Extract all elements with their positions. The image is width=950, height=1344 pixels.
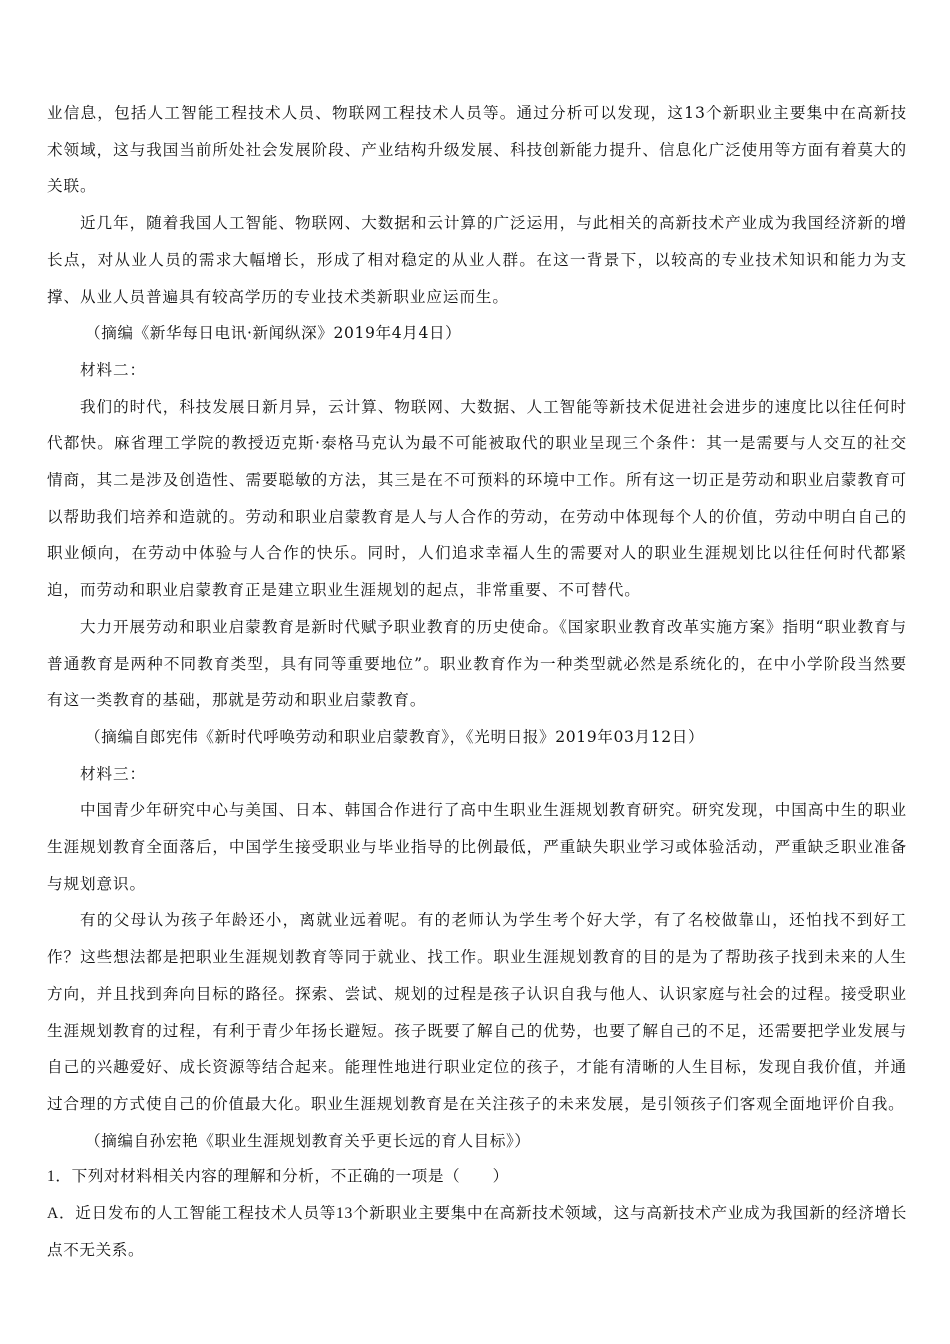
answer-option-a: A．近日发布的人工智能工程技术人员等13个新职业主要集中在高新技术领域，这与高新技术产业成为我国新的经济增长点不无关系。: [47, 1205, 907, 1259]
question-stem: 1．下列对材料相关内容的理解和分析，不正确的一项是（ ）: [47, 1168, 509, 1186]
material-label: 材料三：: [80, 764, 146, 783]
paragraph-continued: 业信息，包括人工智能工程技术人员、物联网工程技术人员等。通过分析可以发现，这13个新职业主要集中在高新技术领域，这与我国当前所处社会发展阶段、产业结构升级发展、科技创新能力提升、信息化广泛使用等方面有着莫大的关联。: [47, 104, 907, 196]
paragraph: 中国青少年研究中心与美国、日本、韩国合作进行了高中生职业生涯规划教育研究。研究发现，中国高中生的职业生涯规划教育全面落后，中国学生接受职业与毕业指导的比例最低，严重缺失职业学习或体验活动，严重缺乏职业准备与规划意识。: [47, 801, 907, 893]
source-citation: （摘编自孙宏艳《职业生涯规划教育关乎更长远的育人目标》）: [85, 1131, 531, 1150]
source-citation: （摘编《新华每日电讯·新闻纵深》2019年4月4日）: [85, 324, 462, 343]
paragraph: 近几年，随着我国人工智能、物联网、大数据和云计算的广泛运用，与此相关的高新技术产业成为我国经济新的增长点，对从业人员的需求大幅增长，形成了相对稳定的从业人群。在这一背景下，以较高的专业技术知识和能力为支撑、从业人员普遍具有较高学历的专业技术类新职业应运而生。: [47, 214, 907, 306]
material-label: 材料二：: [80, 360, 146, 379]
paragraph: 有的父母认为孩子年龄还小，离就业远着呢。有的老师认为学生考个好大学，有了名校做靠山，还怕找不到好工作？这些想法都是把职业生涯规划教育等同于就业、找工作。职业生涯规划教育的目的是为了帮助孩子找到未来的人生方向，并且找到奔向目标的路径。探索、尝试、规划的过程是孩子认识自我与他人、认识家庭与社会的过程。接受职业生涯规划教育的过程，有利于青少年扬长避短。孩子既要了解自己的优势，也要了解自己的不足，还需要把学业发展与自己的兴趣爱好、成长资源等结合起来。能理性地进行职业定位的孩子，才能有清晰的人生目标，发现自我价值，并通过合理的方式使自己的价值最大化。职业生涯规划教育是在关注孩子的未来发展，是引领孩子们客观全面地评价自我。: [47, 911, 907, 1113]
source-citation: （摘编自郎宪伟《新时代呼唤劳动和职业启蒙教育》，《光明日报》2019年03月12日）: [85, 727, 705, 746]
document-body: [47, 95, 907, 1270]
paragraph: 大力开展劳动和职业启蒙教育是新时代赋予职业教育的历史使命。《国家职业教育改革实施方案》指明“职业教育与普通教育是两种不同教育类型，具有同等重要地位”。职业教育作为一种类型就必然是系统化的，在中小学阶段当然要有这一类教育的基础，那就是劳动和职业启蒙教育。: [47, 617, 907, 710]
paragraph: 我们的时代，科技发展日新月异，云计算、物联网、大数据、人工智能等新技术促进社会进步的速度比以往任何时代都快。麻省理工学院的教授迈克斯·泰格马克认为最不可能被取代的职业呈现三个条件：其一是需要与人交互的社交情商，其二是涉及创造性、需要聪敏的方法，其三是在不可预料的环境中工作。所有这一切正是劳动和职业启蒙教育可以帮助我们培养和造就的。劳动和职业启蒙教育是人与人合作的劳动，在劳动中体现每个人的价值，劳动中明白自己的职业倾向，在劳动中体验与人合作的快乐。同时，人们追求幸福人生的需要对人的职业生涯规划比以往任何时代都紧迫，而劳动和职业启蒙教育正是建立职业生涯规划的起点，非常重要、不可替代。: [47, 397, 907, 600]
